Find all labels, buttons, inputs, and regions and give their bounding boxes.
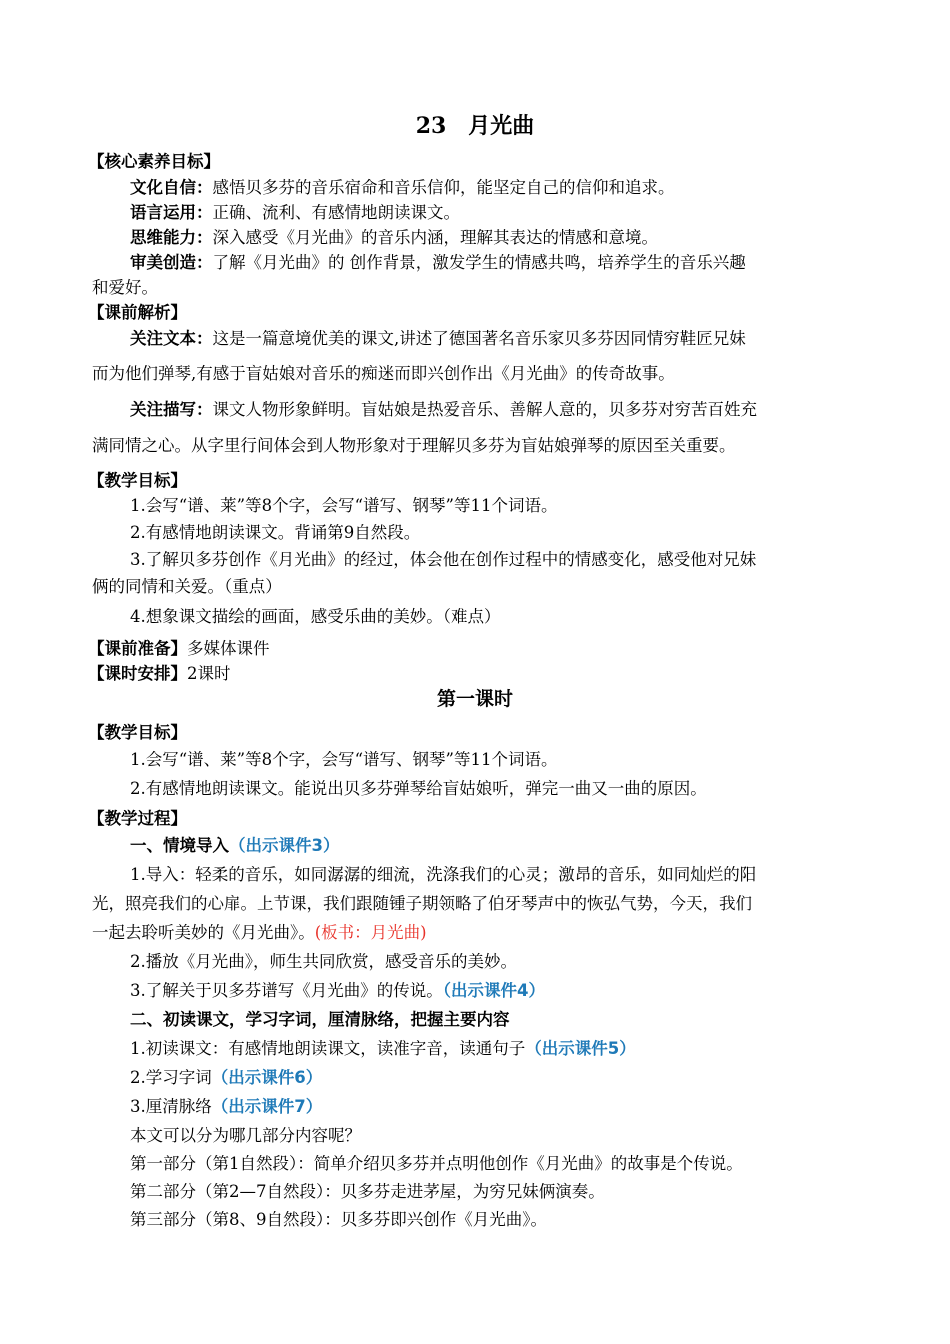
para-text: 2.学习字词 [130, 1068, 212, 1087]
prep-line [88, 637, 270, 661]
goal-item: 2.有感情地朗读课文。背诵第9自然段。 [130, 523, 421, 542]
core-item-text: 深入感受《月光曲》的音乐内涵，理解其表达的情感和意境。 [212, 228, 658, 247]
part-line: 第一部分（第1自然段）：简单介绍贝多芬并点明他创作《月光曲》的故事是个传说。 [130, 1154, 743, 1173]
core-goals-heading: 【核心素养目标】 [88, 152, 220, 171]
lesson1-goal-item: 1.会写“谱、莱”等8个字，会写“谱写、钢琴”等11个词语。 [130, 750, 558, 769]
prep-text: 多媒体课件 [187, 639, 270, 658]
core-item-text: 了解《月光曲》的 创作背景，激发学生的情感共鸣，培养学生的音乐兴趣 [212, 253, 746, 272]
courseware-tag: （出示课件4） [442, 981, 545, 1000]
lesson1-goals-heading: 【教学目标】 [88, 723, 187, 742]
analysis-text: 课文人物形象鲜明。盲姑娘是热爱音乐、善解人意的，贝多芬对穷苦百姓充 [212, 400, 757, 419]
section-2-para [130, 1066, 322, 1090]
question-line: 本文可以分为哪几部分内容呢？ [130, 1126, 361, 1145]
core-item-label: 审美创造： [130, 253, 213, 272]
goal-item: 4.想象课文描绘的画面，感受乐曲的美妙。（难点） [130, 607, 501, 626]
courseware-tag: （出示课件7） [211, 1097, 323, 1116]
analysis-text: 这是一篇意境优美的课文,讲述了德国著名音乐家贝多芬因同情穷鞋匠兄妹 [212, 329, 746, 348]
lesson1-goal-item: 2.有感情地朗读课文。能说出贝多芬弹琴给盲姑娘听，弹完一曲又一曲的原因。 [130, 779, 707, 798]
para-text: 一起去聆听美妙的《月光曲》。 [92, 923, 315, 942]
part-line: 第二部分（第2—7自然段）：贝多芬走进茅屋，为穷兄妹俩演奏。 [130, 1182, 605, 1201]
core-item-label: 思维能力： [130, 228, 213, 247]
core-item-label: 语言运用： [130, 203, 213, 222]
goal-item-cont: 俩的同情和关爱。（重点） [92, 577, 282, 596]
courseware-tag: （出示课件6） [211, 1068, 323, 1087]
core-item-thinking [130, 226, 658, 250]
section-2-para [130, 1037, 636, 1061]
schedule-heading: 【课时安排】 [88, 664, 187, 683]
process-heading: 【教学过程】 [88, 809, 187, 828]
para-text: 3.了解关于贝多芬谱写《月光曲》的传说。 [130, 981, 443, 1000]
schedule-line [88, 662, 231, 686]
board-note: (板书：月光曲) [314, 923, 427, 942]
analysis-desc-para [130, 398, 757, 422]
analysis-label: 关注文本： [130, 329, 213, 348]
core-item-language [130, 201, 460, 225]
section-1-para: 1.导入：轻柔的音乐，如同潺潺的细流，洗涤我们的心灵；激昂的音乐，如同灿烂的阳 [130, 865, 757, 884]
section-1-para-cont [92, 921, 427, 945]
analysis-label: 关注描写： [130, 400, 213, 419]
schedule-text: 2课时 [187, 664, 231, 683]
para-text: 1.初读课文：有感情地朗读课文，读准字音，读通句子 [130, 1039, 526, 1058]
lesson-title: 23 月光曲 [415, 113, 535, 139]
prep-heading: 【课前准备】 [88, 639, 187, 658]
core-item-aesthetic-cont: 和爱好。 [92, 278, 158, 297]
section-1-para [130, 979, 545, 1003]
core-item-label: 文化自信： [130, 178, 213, 197]
section-1-title [130, 834, 339, 858]
core-item-culture [130, 176, 675, 200]
core-item-text: 感悟贝多芬的音乐宿命和音乐信仰，能坚定自己的信仰和追求。 [212, 178, 675, 197]
analysis-text-cont: 而为他们弹琴,有感于盲姑娘对音乐的痴迷而即兴创作出《月光曲》的传奇故事。 [92, 364, 675, 383]
core-item-aesthetic [130, 251, 746, 275]
teaching-goals-heading: 【教学目标】 [88, 471, 187, 490]
analysis-heading: 【课前解析】 [88, 303, 187, 322]
goal-item: 1.会写“谱、莱”等8个字，会写“谱写、钢琴”等11个词语。 [130, 496, 558, 515]
courseware-tag: （出示课件5） [525, 1039, 636, 1058]
section-title-text: 一、情境导入 [130, 836, 229, 855]
section-2-title: 二、初读课文，学习字词，厘清脉络，把握主要内容 [130, 1010, 510, 1029]
analysis-desc-cont: 满同情之心。从字里行间体会到人物形象对于理解贝多芬为盲姑娘弹琴的原因至关重要。 [92, 436, 736, 455]
section-1-para-cont: 光，照亮我们的心扉。上节课，我们跟随锺子期领略了伯牙琴声中的恢弘气势，今天，我们 [92, 894, 752, 913]
analysis-text-para [130, 327, 746, 351]
section-2-para [130, 1095, 322, 1119]
goal-item: 3.了解贝多芬创作《月光曲》的经过，体会他在创作过程中的情感变化，感受他对兄妹 [130, 550, 757, 569]
core-item-text: 正确、流利、有感情地朗读课文。 [212, 203, 460, 222]
para-text: 3.厘清脉络 [130, 1097, 212, 1116]
courseware-tag: （出示课件3） [229, 836, 340, 855]
part-line: 第三部分（第8、9自然段）：贝多芬即兴创作《月光曲》。 [130, 1210, 547, 1229]
section-1-para: 2.播放《月光曲》，师生共同欣赏，感受音乐的美妙。 [130, 952, 517, 971]
lesson1-title: 第一课时 [436, 688, 513, 710]
